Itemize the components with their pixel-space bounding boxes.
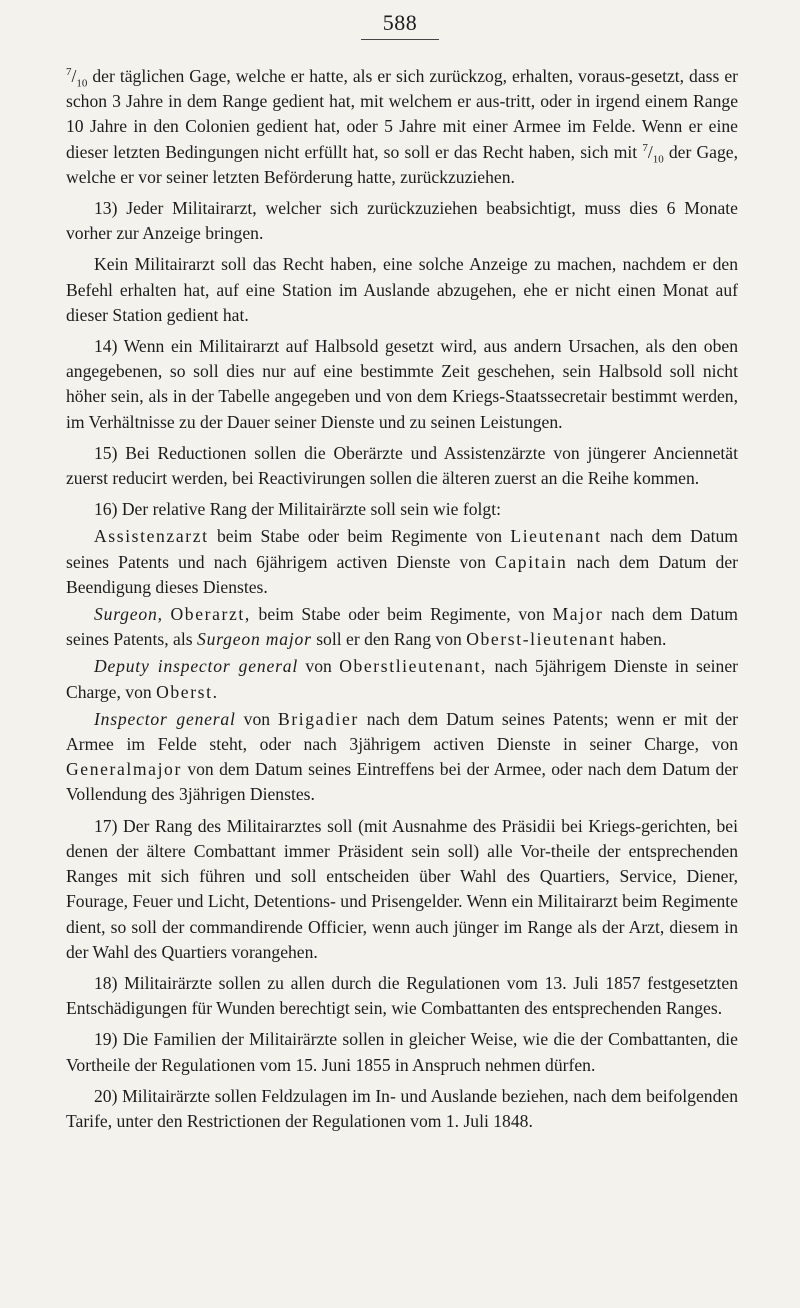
paragraph-13-cont: Kein Militairarzt soll das Recht haben, eine solche Anzeige zu machen, nachdem er den Befehl erhalten hat, auf eine Station im Auslande abzugehen, ehe er nicht einen Monat auf dieser Station gedient hat. bbox=[66, 254, 738, 325]
fraction: $^7/_{10}$ bbox=[642, 141, 664, 166]
page-number: 588 bbox=[0, 10, 800, 40]
paragraph-continuation: $^7/_{10}$ der täglichen Gage, welche er hatte, als er sich zurückzog, erhalten, voraus-gesetzt, dass er schon 3 Jahre in dem Range gedient hat, mit welchem er aus-tritt, oder in irgend einem Range 10 Jahre in den Colonien gedient hat, oder 5 Jahre mit einer Armee im Felde. Wenn er eine dieser letzten Bedingungen nicht erfüllt hat, so soll er das Recht haben, sich mit $^7/_{10}$ der Gage, welche er vor seiner letzten Beförderung hatte, zurückzuziehen. bbox=[66, 66, 738, 187]
paragraph-13: 13) Jeder Militairarzt, welcher sich zurückzuziehen beabsichtigt, muss dies 6 Monate vorher zur Anzeige bringen. bbox=[66, 198, 738, 244]
rank-surgeon: Surgeon, Oberarzt, beim Stabe oder beim Regimente, von Major nach dem Datum seines Patents, als Surgeon major soll er den Rang von Oberst-lieutenant haben. bbox=[66, 604, 738, 650]
paragraph-15: 15) Bei Reductionen sollen die Oberärzte und Assistenzärzte von jüngerer Anciennetät zuerst reducirt werden, bei Reactivirungen sollen die älteren zuerst an die Reihe kommen. bbox=[66, 442, 738, 489]
rank-inspector-general: Inspector general von Brigadier nach dem Datum seines Patents; wenn er mit der Armee im Felde steht, oder nach 3jährigem activen Dienste in seiner Charge, von Generalmajor von dem Datum seines Eintreffens bei der Armee, oder nach dem Datum der Vollendung des 3jährigen Dienstes. bbox=[66, 708, 738, 805]
rank-deputy-inspector: Deputy inspector general von Oberstlieutenant, nach 5jährigem Dienste in seiner Charge, von Oberst. bbox=[66, 656, 738, 702]
paragraph-17: 17) Der Rang des Militairarztes soll (mit Ausnahme des Präsidii bei Kriegs-gerichten, bei denen der ältere Combattant immer Präsident sein soll) alle Vor-theile der entsprechenden Ranges mit sich führen und soll entscheiden über Wahl des Quartiers, Service, Diener, Fourage, Feuer und Licht, Detentions- und Prisengelder. Wenn ein Militairarzt beim Regimente dient, so soll der commandirende Officier, wenn auch jünger im Range als der Arzt, diesem in der Wahl des Quartiers vorangehen. bbox=[66, 815, 738, 962]
paragraph-19: 19) Die Familien der Militairärzte sollen in gleicher Weise, wie die der Combattanten, die Vortheile der Regulationen vom 15. Juni 1855 in Anspruch nehmen dürfen. bbox=[66, 1029, 738, 1075]
paragraph-18: 18) Militairärzte sollen zu allen durch die Regulationen vom 13. Juli 1857 festgesetzten Entschädigungen für Wunden berechtigt sein, wie Combattanten des entsprechenden Ranges. bbox=[66, 972, 738, 1019]
rank-assistenzarzt: Assistenzarzt beim Stabe oder beim Regimente von Lieutenant nach dem Datum seines Patents und nach 6jährigem activen Dienste von Capitain nach dem Datum der Beendigung dieses Dienstes. bbox=[66, 526, 738, 597]
body-text bbox=[66, 64, 738, 1140]
paragraph-14: 14) Wenn ein Militairarzt auf Halbsold gesetzt wird, aus andern Ursachen, als den oben angegebenen, so soll dies nur auf eine bestimmte Zeit geschehen, sein Halbsold soll nicht höher sein, als in der Tabelle angegeben und von dem Kriegs-Staatssecretair bestimmt werden, im Verhältnisse zu der Dauer seiner Dienste und zu seinen Leistungen. bbox=[66, 336, 738, 432]
paragraph-16: 16) Der relative Rang der Militairärzte soll sein wie folgt: bbox=[94, 499, 501, 520]
fraction: $^7/_{10}$ bbox=[66, 66, 88, 90]
paragraph-20: 20) Militairärzte sollen Feldzulagen im In- und Auslande beziehen, nach dem beifolgenden Tarife, unter den Restrictionen der Regulationen vom 1. Juli 1848. bbox=[66, 1085, 738, 1131]
